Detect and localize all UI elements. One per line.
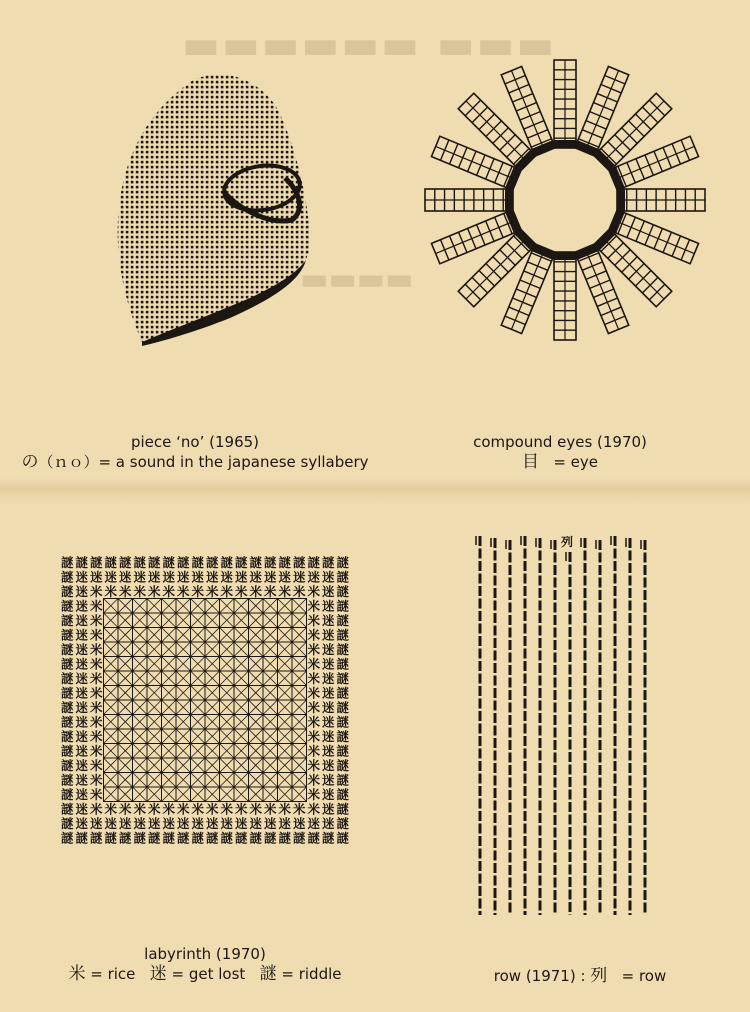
labyrinth-glyph: 米	[191, 584, 205, 599]
labyrinth-glyph: 謎	[249, 830, 263, 846]
labyrinth-glyph: 謎	[292, 555, 306, 570]
labyrinth-glyph: 米	[89, 627, 103, 643]
labyrinth-glyph: 米	[307, 772, 321, 788]
labyrinth-glyph: 謎	[336, 671, 350, 686]
labyrinth-glyph: 謎	[307, 830, 321, 846]
labyrinth-glyph: 米	[89, 671, 103, 686]
labyrinth-glyph: 迷	[75, 801, 89, 817]
labyrinth-glyph: 迷	[321, 584, 335, 599]
piece-no-gloss	[10, 452, 380, 472]
labyrinth-glyph: 謎	[263, 555, 277, 570]
labyrinth-glyph: 謎	[60, 700, 74, 715]
labyrinth-glyph: 謎	[278, 830, 292, 846]
labyrinth-glyph: 迷	[321, 801, 335, 817]
labyrinth-glyph: 迷	[321, 758, 335, 773]
labyrinth-glyph: 米	[205, 584, 219, 599]
labyrinth-glyph: 迷	[75, 584, 89, 599]
glyph-lost: 迷	[149, 964, 167, 984]
labyrinth-glyph: 迷	[321, 642, 335, 657]
labyrinth-glyph: 米	[234, 801, 248, 817]
labyrinth-glyph: 迷	[191, 569, 205, 585]
labyrinth-glyph: 米	[307, 656, 321, 672]
labyrinth-glyph: 謎	[278, 555, 292, 570]
piece-no-caption	[10, 432, 380, 472]
labyrinth-glyph: 謎	[263, 830, 277, 846]
labyrinth-glyph: 謎	[336, 700, 350, 715]
labyrinth-glyph: 謎	[321, 830, 335, 846]
labyrinth-glyph: 謎	[292, 830, 306, 846]
labyrinth-glyph: 謎	[60, 830, 74, 846]
labyrinth-glyph: 米	[263, 801, 277, 817]
labyrinth-glyph: 米	[263, 584, 277, 599]
glyph-eye: 目	[522, 452, 539, 472]
labyrinth-glyph: 米	[307, 787, 321, 802]
labyrinth-glyph: 迷	[191, 816, 205, 831]
glyph-row: 列	[590, 966, 608, 986]
labyrinth-glyph: 迷	[75, 598, 89, 614]
labyrinth-gloss	[30, 964, 380, 984]
eye-ray	[617, 189, 705, 211]
labyrinth-glyph: 謎	[234, 555, 248, 570]
eye-ray	[554, 60, 576, 148]
glyph-no-reading: （ｎｏ）	[38, 453, 99, 471]
labyrinth-glyph: 謎	[60, 569, 74, 585]
labyrinth-glyph: 謎	[336, 801, 350, 817]
labyrinth-glyph: 謎	[336, 627, 350, 643]
glyph-row-meaning: = row	[621, 967, 667, 985]
labyrinth-glyph: 米	[118, 584, 132, 599]
labyrinth-glyph: 謎	[191, 555, 205, 570]
labyrinth-glyph: 迷	[118, 816, 132, 831]
labyrinth-glyph: 米	[89, 772, 103, 788]
labyrinth-glyph: 迷	[321, 671, 335, 686]
row-column	[626, 538, 630, 915]
bleed-through-text: ▬▬▬ ▬▬▬▬▬▬	[180, 22, 555, 68]
labyrinth-glyph: 謎	[162, 555, 176, 570]
labyrinth-glyph: 米	[104, 584, 118, 599]
labyrinth-glyph: 米	[220, 801, 234, 817]
labyrinth-glyph: 謎	[336, 830, 350, 846]
labyrinth-glyph: 迷	[118, 569, 132, 585]
labyrinth-glyph: 米	[89, 729, 103, 744]
labyrinth-glyph: 謎	[60, 787, 74, 802]
labyrinth-glyph: 謎	[89, 830, 103, 846]
labyrinth-glyph: 米	[249, 801, 263, 817]
labyrinth-glyph: 迷	[75, 729, 89, 744]
labyrinth-glyph: 謎	[118, 555, 132, 570]
labyrinth-glyph: 米	[89, 801, 103, 817]
labyrinth-glyph: 謎	[336, 787, 350, 802]
labyrinth-glyph: 迷	[162, 816, 176, 831]
labyrinth-glyph: 米	[89, 598, 103, 614]
row-column	[611, 536, 615, 915]
eye-ray	[501, 66, 555, 156]
row-artwork	[470, 530, 670, 920]
eye-ray	[554, 252, 576, 340]
labyrinth-glyph: 迷	[321, 816, 335, 831]
glyph-rice: 米	[68, 964, 86, 984]
labyrinth-glyph: 米	[307, 743, 321, 759]
labyrinth-glyph: 米	[191, 801, 205, 817]
labyrinth-glyph: 迷	[321, 656, 335, 672]
labyrinth-glyph: 迷	[147, 816, 161, 831]
labyrinth-glyph: 迷	[75, 685, 89, 701]
labyrinth-glyph: 迷	[89, 816, 103, 831]
labyrinth-glyph: 謎	[133, 830, 147, 846]
labyrinth-glyph: 謎	[336, 714, 350, 730]
labyrinth-glyph: 米	[147, 584, 161, 599]
labyrinth-glyph: 米	[176, 801, 190, 817]
labyrinth-glyph: 謎	[307, 555, 321, 570]
labyrinth-glyph: 謎	[336, 569, 350, 585]
labyrinth-glyph: 迷	[321, 685, 335, 701]
labyrinth-glyph: 迷	[307, 569, 321, 585]
labyrinth-glyph: 謎	[336, 685, 350, 701]
eye-ray	[431, 210, 521, 264]
labyrinth-glyph: 米	[133, 801, 147, 817]
eye-ray	[609, 210, 699, 264]
labyrinth-glyph: 謎	[75, 830, 89, 846]
labyrinth-glyph: 謎	[60, 801, 74, 817]
labyrinth-glyph: 米	[292, 801, 306, 817]
glyph-rice-meaning: = rice	[90, 965, 136, 983]
labyrinth-glyph: 謎	[60, 758, 74, 773]
labyrinth-glyph: 謎	[336, 743, 350, 759]
labyrinth-glyph: 謎	[336, 656, 350, 672]
labyrinth-glyph: 米	[249, 584, 263, 599]
compound-eyes-artwork	[405, 45, 725, 365]
labyrinth-glyph: 迷	[263, 816, 277, 831]
labyrinth-glyph: 迷	[75, 787, 89, 802]
labyrinth-artwork	[60, 555, 360, 855]
eye-ray	[431, 136, 521, 190]
labyrinth-glyph: 米	[89, 743, 103, 759]
labyrinth-glyph: 謎	[220, 555, 234, 570]
page-fold	[0, 478, 750, 504]
labyrinth-glyph: 謎	[60, 627, 74, 643]
row-column	[566, 552, 570, 915]
glyph-riddle-meaning: = riddle	[281, 965, 342, 983]
labyrinth-glyph: 米	[89, 714, 103, 730]
labyrinth-glyph: 迷	[292, 569, 306, 585]
labyrinth-glyph: 謎	[60, 816, 74, 831]
labyrinth-glyph: 迷	[205, 816, 219, 831]
labyrinth-glyph: 迷	[321, 787, 335, 802]
labyrinth-glyph: 謎	[133, 555, 147, 570]
labyrinth-glyph: 謎	[336, 584, 350, 599]
labyrinth-glyph: 謎	[60, 729, 74, 744]
labyrinth-glyph: 謎	[336, 642, 350, 657]
labyrinth-glyph: 迷	[249, 569, 263, 585]
labyrinth-glyph: 迷	[133, 569, 147, 585]
eye-ray	[425, 189, 513, 211]
labyrinth-glyph: 米	[104, 801, 118, 817]
labyrinth-glyph: 謎	[60, 714, 74, 730]
labyrinth-glyph: 米	[307, 584, 321, 599]
labyrinth-glyph: 米	[307, 671, 321, 686]
labyrinth-glyph: 迷	[278, 816, 292, 831]
labyrinth-glyph: 謎	[60, 555, 74, 570]
labyrinth-glyph: 米	[89, 758, 103, 773]
labyrinth-glyph: 迷	[321, 743, 335, 759]
row-column	[491, 538, 495, 915]
row-column	[506, 540, 510, 915]
labyrinth-glyph: 謎	[220, 830, 234, 846]
labyrinth-glyph: 謎	[118, 830, 132, 846]
labyrinth-glyph: 謎	[176, 555, 190, 570]
labyrinth-glyph: 迷	[75, 714, 89, 730]
labyrinth-glyph: 迷	[162, 569, 176, 585]
labyrinth-glyph: 謎	[336, 555, 350, 570]
labyrinth-glyph: 迷	[321, 700, 335, 715]
labyrinth-glyph: 迷	[75, 656, 89, 672]
labyrinth-glyph: 迷	[75, 642, 89, 657]
labyrinth-glyph: 謎	[336, 613, 350, 628]
labyrinth-glyph: 米	[89, 584, 103, 599]
labyrinth-glyph: 謎	[336, 816, 350, 831]
labyrinth-glyph: 米	[133, 584, 147, 599]
glyph-eye-meaning: = eye	[553, 453, 598, 471]
labyrinth-glyph: 謎	[336, 758, 350, 773]
labyrinth-glyph: 迷	[75, 569, 89, 585]
labyrinth-glyph: 米	[307, 801, 321, 817]
labyrinth-glyph: 謎	[321, 555, 335, 570]
labyrinth-glyph: 謎	[191, 830, 205, 846]
labyrinth-glyph: 米	[307, 714, 321, 730]
labyrinth-glyph: 迷	[89, 569, 103, 585]
labyrinth-glyph: 謎	[162, 830, 176, 846]
labyrinth-glyph: 米	[89, 613, 103, 628]
row-title: row (1971) :	[493, 967, 591, 985]
glyph-no-meaning: = a sound in the japanese syllabery	[98, 453, 369, 471]
labyrinth-glyph: 謎	[205, 830, 219, 846]
labyrinth-glyph: 謎	[60, 656, 74, 672]
labyrinth-glyph: 謎	[60, 598, 74, 614]
labyrinth-glyph: 迷	[321, 569, 335, 585]
labyrinth-glyph: 迷	[321, 772, 335, 788]
labyrinth-glyph: 迷	[220, 816, 234, 831]
eye-ray	[575, 244, 629, 334]
labyrinth-glyph: 米	[89, 656, 103, 672]
eye-ray	[575, 66, 629, 156]
labyrinth-glyph: 謎	[60, 584, 74, 599]
compound-eyes-caption	[440, 432, 680, 472]
labyrinth-glyph: 謎	[60, 743, 74, 759]
labyrinth-glyph: 米	[220, 584, 234, 599]
row-caption	[450, 966, 710, 986]
labyrinth-glyph: 米	[278, 584, 292, 599]
compound-eyes-gloss	[440, 452, 680, 472]
glyph-riddle: 謎	[259, 964, 277, 984]
labyrinth-glyph: 謎	[249, 555, 263, 570]
row-column	[521, 536, 525, 915]
labyrinth-glyph: 米	[278, 801, 292, 817]
labyrinth-glyph: 謎	[104, 555, 118, 570]
labyrinth-glyph: 米	[307, 627, 321, 643]
labyrinth-glyph: 謎	[89, 555, 103, 570]
labyrinth-glyph: 迷	[321, 613, 335, 628]
labyrinth-glyph: 迷	[176, 569, 190, 585]
labyrinth-glyph: 米	[205, 801, 219, 817]
labyrinth-glyph: 謎	[75, 555, 89, 570]
row-column	[596, 540, 600, 915]
labyrinth-glyph: 謎	[60, 685, 74, 701]
piece-no-title: piece ‘no’ (1965)	[130, 433, 260, 451]
row-column	[536, 538, 540, 915]
labyrinth-glyph: 迷	[104, 569, 118, 585]
labyrinth-glyph: 謎	[205, 555, 219, 570]
labyrinth-glyph: 謎	[104, 830, 118, 846]
labyrinth-caption	[30, 944, 380, 984]
labyrinth-glyph: 迷	[133, 816, 147, 831]
labyrinth-glyph: 迷	[75, 816, 89, 831]
labyrinth-glyph: 米	[89, 642, 103, 657]
labyrinth-glyph: 迷	[176, 816, 190, 831]
labyrinth-glyph: 米	[89, 685, 103, 701]
labyrinth-glyph: 米	[292, 584, 306, 599]
row-column	[641, 540, 645, 915]
labyrinth-glyph: 迷	[75, 671, 89, 686]
bleed-through-text: ▬▬▬▬	[300, 262, 414, 297]
labyrinth-glyph: 謎	[60, 671, 74, 686]
labyrinth-glyph: 謎	[147, 555, 161, 570]
labyrinth-glyph: 米	[162, 801, 176, 817]
labyrinth-title: labyrinth (1970)	[144, 945, 266, 963]
labyrinth-glyph: 迷	[75, 758, 89, 773]
labyrinth-glyph: 迷	[205, 569, 219, 585]
labyrinth-glyph: 米	[89, 700, 103, 715]
piece-no-artwork	[110, 60, 320, 350]
labyrinth-glyph: 米	[234, 584, 248, 599]
row-glyph-mark: 列	[560, 535, 574, 549]
labyrinth-glyph: 謎	[234, 830, 248, 846]
labyrinth-glyph: 米	[307, 700, 321, 715]
labyrinth-glyph: 米	[307, 642, 321, 657]
labyrinth-glyph: 謎	[60, 772, 74, 788]
labyrinth-glyph: 米	[176, 584, 190, 599]
labyrinth-glyph: 迷	[234, 569, 248, 585]
row-column	[551, 540, 555, 915]
labyrinth-glyph: 迷	[321, 714, 335, 730]
glyph-lost-meaning: = get lost	[171, 965, 246, 983]
labyrinth-glyph: 迷	[263, 569, 277, 585]
labyrinth-glyph: 迷	[321, 598, 335, 614]
labyrinth-glyph: 米	[118, 801, 132, 817]
labyrinth-glyph: 謎	[60, 613, 74, 628]
labyrinth-glyph: 迷	[75, 743, 89, 759]
labyrinth-glyph: 迷	[75, 772, 89, 788]
labyrinth-glyph: 米	[147, 801, 161, 817]
eye-ray	[501, 244, 555, 334]
labyrinth-glyph: 迷	[220, 569, 234, 585]
labyrinth-glyph: 迷	[104, 816, 118, 831]
eye-ray	[609, 136, 699, 190]
labyrinth-glyph: 謎	[336, 729, 350, 744]
labyrinth-glyph: 謎	[147, 830, 161, 846]
labyrinth-grid	[104, 599, 307, 802]
labyrinth-glyph: 謎	[176, 830, 190, 846]
labyrinth-glyph: 米	[162, 584, 176, 599]
labyrinth-glyph: 迷	[292, 816, 306, 831]
labyrinth-glyph: 米	[307, 729, 321, 744]
labyrinth-glyph: 米	[307, 598, 321, 614]
labyrinth-glyph: 迷	[321, 729, 335, 744]
row-column	[581, 538, 585, 915]
glyph-no: の	[21, 452, 39, 472]
labyrinth-glyph: 迷	[147, 569, 161, 585]
labyrinth-glyph: 迷	[249, 816, 263, 831]
labyrinth-glyph: 迷	[75, 700, 89, 715]
labyrinth-glyph: 謎	[336, 772, 350, 788]
compound-eyes-title: compound eyes (1970)	[473, 433, 647, 451]
labyrinth-glyph: 米	[89, 787, 103, 802]
labyrinth-glyph: 迷	[278, 569, 292, 585]
labyrinth-glyph: 米	[307, 758, 321, 773]
labyrinth-glyph: 迷	[234, 816, 248, 831]
row-column	[476, 536, 480, 915]
labyrinth-glyph: 謎	[60, 642, 74, 657]
labyrinth-glyph: 謎	[336, 598, 350, 614]
labyrinth-glyph: 迷	[75, 627, 89, 643]
labyrinth-glyph: 迷	[75, 613, 89, 628]
labyrinth-glyph: 米	[307, 613, 321, 628]
labyrinth-glyph: 迷	[321, 627, 335, 643]
labyrinth-glyph: 迷	[307, 816, 321, 831]
labyrinth-glyph: 米	[307, 685, 321, 701]
